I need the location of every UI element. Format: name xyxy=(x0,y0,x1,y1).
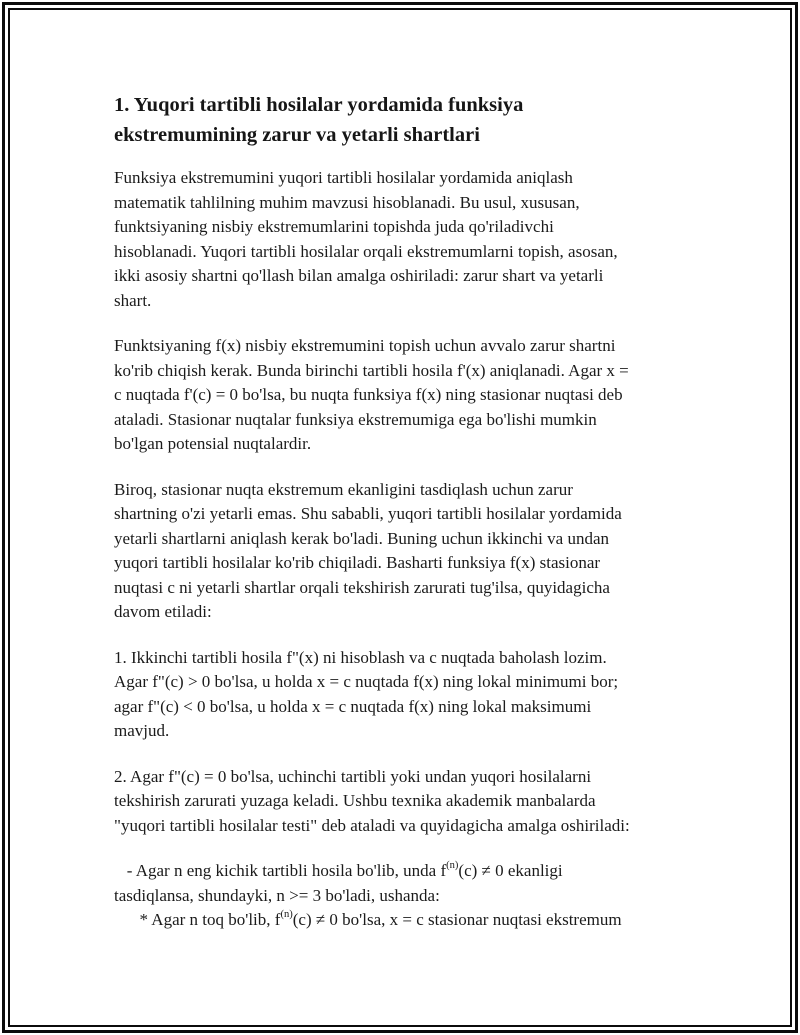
text-line: 1. Ikkinchi tartibli hosila f"(x) ni hisoblash va c nuqtada baholash lozim. xyxy=(114,647,607,667)
text-line: c nuqtada f'(c) = 0 bo'lsa, bu nuqta funksiya f(x) ning stasionar nuqtasi deb xyxy=(114,385,623,404)
paragraph xyxy=(114,765,760,839)
text-line: "yuqori tartibli hosilalar testi" deb ataladi va quyidagicha amalga oshiriladi: xyxy=(114,815,630,835)
page-outer-border xyxy=(2,2,798,1033)
text-line: nuqtasi c ni yetarli shartlar orqali tekshirish zarurati tug'ilsa, quyidagicha xyxy=(114,577,610,597)
paragraph xyxy=(114,859,760,933)
text-line: mavjud. xyxy=(114,721,170,740)
text-line: yetarli shartlarni aniqlash kerak bo'ladi. Buning uchun ikkinchi va undan xyxy=(114,528,609,548)
document-content xyxy=(10,10,790,933)
text-line: ko'rib chiqish kerak. Bunda birinchi tartibli hosila f'(x) aniqlanadi. Agar x = xyxy=(114,360,629,380)
text-line: matematik tahlilning muhim mavzusi hisoblanadi. Bu usul, xususan, xyxy=(114,192,580,212)
text-line: Funksiya ekstremumini yuqori tartibli hosilalar yordamida aniqlash xyxy=(114,168,573,187)
text-line: Agar f"(c) > 0 bo'lsa, u holda x = c nuqtada f(x) ning lokal minimumi bor; xyxy=(114,672,619,691)
title-line: 1. Yuqori tartibli hosilalar yordamida funksiya xyxy=(114,94,524,116)
text-line: funktsiyaning nisbiy ekstremumlarini topishda juda qo'riladivchi xyxy=(114,217,554,236)
text-line: tekshirish zarurati yuzaga keladi. Ushbu texnika akademik manbalarda xyxy=(114,791,596,810)
paragraph xyxy=(114,166,760,313)
title-line: ekstremumining zarur va yetarli shartlari xyxy=(114,124,480,146)
text-line: hisoblanadi. Yuqori tartibli hosilalar orqali ekstremumlarni topish, asosan, xyxy=(114,241,618,261)
text-line: ikki asosiy shartni qo'llash bilan amalga oshiriladi: zarur shart va yetarli xyxy=(114,266,604,285)
text-line: yuqori tartibli hosilalar ko'rib chiqiladi. Basharti funksiya f(x) stasionar xyxy=(114,553,601,572)
paragraph xyxy=(114,646,760,744)
paragraph xyxy=(114,478,760,625)
text-line: shartning o'zi yetarli emas. Shu sababli, yuqori tartibli hosilalar yordamida xyxy=(114,504,622,523)
superscript: (n) xyxy=(446,860,459,872)
document-body xyxy=(114,166,760,933)
text-line: Funktsiyaning f(x) nisbiy ekstremumini topish uchun avvalo zarur shartni xyxy=(114,336,616,355)
text-line: davom etiladi: xyxy=(114,602,212,621)
text-line: - Agar n eng kichik tartibli hosila bo'lib, unda $f^{(n)}(c) \ne 0$ ekanligi xyxy=(114,860,563,880)
text-line: * Agar n toq bo'lib, $f^{(n)}(c) \ne 0$ bo'lsa, x = c stasionar nuqtasi ekstremum xyxy=(114,909,622,929)
text-line: ataladi. Stasionar nuqtalar funksiya ekstremumiga ega bo'lishi mumkin xyxy=(114,409,597,429)
text-line: agar f"(c) < 0 bo'lsa, u holda x = c nuqtada f(x) ning lokal maksimumi xyxy=(114,696,592,716)
superscript: (n) xyxy=(280,909,293,921)
text-line: tasdiqlansa, shundayki, n >= 3 bo'ladi, ushanda: xyxy=(114,885,440,905)
page-inner-border xyxy=(8,8,792,1027)
text-line: shart. xyxy=(114,290,152,310)
document-title xyxy=(114,90,760,150)
paragraph xyxy=(114,334,760,457)
text-line: 2. Agar f"(c) = 0 bo'lsa, uchinchi tartibli yoki undan yuqori hosilalarni xyxy=(114,766,592,786)
text-line: Biroq, stasionar nuqta ekstremum ekanligini tasdiqlash uchun zarur xyxy=(114,479,573,499)
text-line: bo'lgan potensial nuqtalardir. xyxy=(114,434,312,453)
